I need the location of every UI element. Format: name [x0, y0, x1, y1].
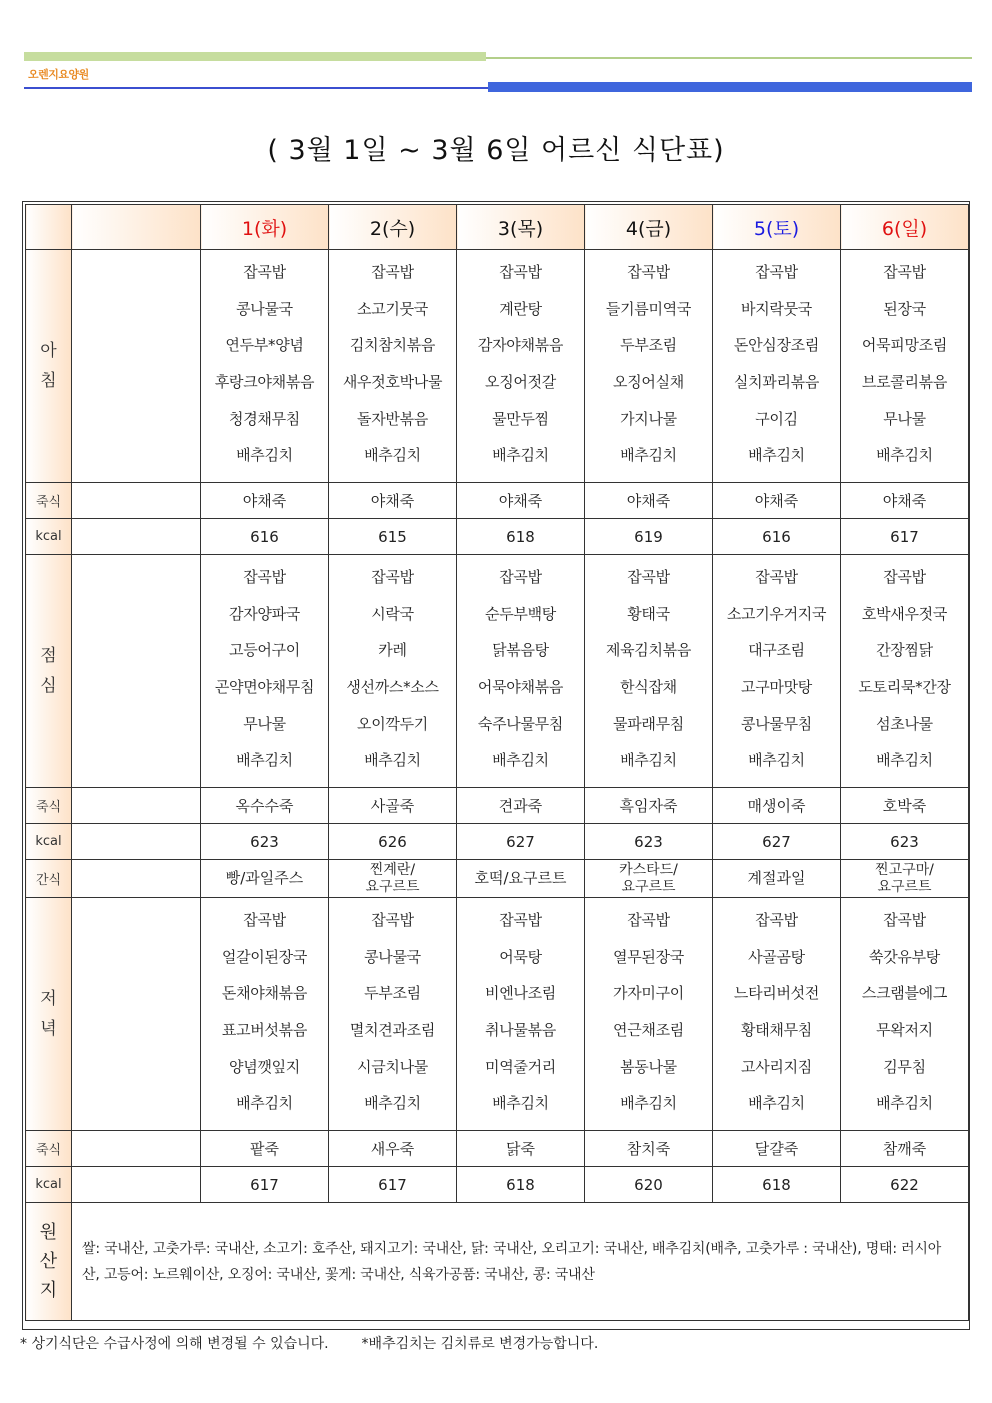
dish-item: 잡곡밥	[883, 263, 926, 281]
porridge-cell: 야채죽	[457, 483, 585, 519]
dish-item: 무왁저지	[876, 1021, 933, 1040]
kcal-cell: 623	[201, 824, 329, 860]
dish-item: 김치참치볶음	[349, 336, 436, 355]
kcal-cell: 618	[457, 1167, 585, 1203]
dinner-kcal-row	[26, 1167, 969, 1203]
porridge-cell: 달걀죽	[713, 1131, 841, 1167]
kcal-cell: 617	[329, 1167, 457, 1203]
header-row	[26, 205, 969, 250]
dish-item: 실치꽈리볶음	[733, 373, 820, 392]
dish-item: 후랑크야채볶음	[214, 373, 315, 392]
dish-item: 배추김치	[364, 1094, 421, 1113]
day-header: 2(수)	[329, 205, 457, 250]
dish-item: 배추김치	[492, 1094, 549, 1113]
dish-item: 시락국	[371, 604, 414, 623]
dish-item: 소고기뭇국	[357, 299, 428, 318]
kcal-label: kcal	[26, 824, 72, 860]
snack-cell	[841, 860, 969, 898]
footnote-note-1: * 상기식단은 수급사정에 의해 변경될 수 있습니다.	[20, 1336, 329, 1352]
dish-item: 호박새우젓국	[861, 604, 948, 623]
dish-item: 배추김치	[620, 1094, 677, 1113]
breakfast-porridge-row	[26, 483, 969, 519]
dish-item: 비엔나조림	[485, 984, 556, 1003]
day-header: 5(토)	[713, 205, 841, 250]
dish-item: 배추김치	[492, 446, 549, 465]
kcal-cell: 615	[329, 519, 457, 555]
dish-item: 시금치나물	[357, 1057, 428, 1076]
dish-item: 닭볶음탕	[492, 641, 549, 660]
dish-item: 황태국	[627, 604, 670, 623]
dish-item: 고구마맛탕	[741, 678, 812, 697]
dish-item: 열무된장국	[613, 947, 684, 966]
snack-line: 빵/과일주스	[225, 869, 304, 887]
dish-item: 감자야채볶음	[477, 336, 564, 355]
kcal-cell: 617	[201, 1167, 329, 1203]
dish-item: 잡곡밥	[755, 911, 798, 929]
porridge-cell: 팥죽	[201, 1131, 329, 1167]
lunch-kcal-row	[26, 824, 969, 860]
blank-cell	[72, 519, 201, 555]
dish-item: 곤약면야채무침	[214, 678, 315, 697]
breakfast-menu	[713, 250, 841, 483]
dish-item: 잡곡밥	[371, 263, 414, 281]
blank-cell	[72, 555, 201, 788]
dish-item: 연근채조림	[613, 1021, 684, 1040]
dish-item: 숙주나물무침	[477, 714, 564, 733]
kcal-cell: 620	[585, 1167, 713, 1203]
dinner-menu	[201, 898, 329, 1131]
breakfast-menu	[329, 250, 457, 483]
dish-item: 사골곰탕	[748, 947, 805, 966]
dish-item: 물만두찜	[492, 409, 549, 428]
dish-item: 생선까스*소스	[346, 678, 439, 697]
dish-item: 멸치견과조림	[349, 1021, 436, 1040]
dish-item: 잡곡밥	[499, 911, 542, 929]
dish-item: 잡곡밥	[371, 568, 414, 586]
breakfast-menu	[585, 250, 713, 483]
dish-item: 잡곡밥	[243, 568, 286, 586]
dish-item: 무나물	[243, 714, 286, 733]
snack-cell	[585, 860, 713, 898]
dish-item: 양념깻잎지	[229, 1057, 300, 1076]
lunch-label	[26, 555, 72, 788]
snack-cell	[457, 860, 585, 898]
origin-label	[26, 1203, 72, 1321]
lunch-menu	[329, 555, 457, 788]
porridge-cell: 야채죽	[841, 483, 969, 519]
dish-item: 어묵피망조림	[861, 336, 948, 355]
dish-item: 어묵야채볶음	[477, 678, 564, 697]
dish-item: 오징어젓갈	[485, 373, 556, 392]
header-band-green	[24, 52, 486, 61]
dish-item: 물파래무침	[613, 714, 684, 733]
dish-item: 배추김치	[748, 1094, 805, 1113]
snack-cell	[201, 860, 329, 898]
dish-item: 감자양파국	[229, 604, 300, 623]
dish-item: 구이김	[755, 409, 798, 428]
dish-item: 들기름미역국	[605, 299, 692, 318]
dish-item: 쑥갓유부탕	[869, 947, 940, 966]
dish-item: 미역줄거리	[485, 1057, 556, 1076]
breakfast-row	[26, 250, 969, 483]
dish-item: 두부조림	[620, 336, 677, 355]
page-title: ( 3월 1일 ~ 3월 6일 어르신 식단표)	[267, 135, 725, 166]
dish-item: 한식잡채	[620, 678, 677, 697]
snack-line: 찐고구마/	[875, 861, 934, 878]
porridge-cell: 옥수수죽	[201, 788, 329, 824]
lunch-menu	[457, 555, 585, 788]
dish-item: 황태채무침	[741, 1021, 812, 1040]
dish-item: 배추김치	[620, 446, 677, 465]
breakfast-label-char: 아	[40, 341, 57, 361]
dish-item: 잡곡밥	[627, 911, 670, 929]
dish-item: 잡곡밥	[883, 911, 926, 929]
porridge-cell: 야채죽	[713, 483, 841, 519]
dish-item: 연두부*양념	[225, 336, 304, 355]
blank-cell	[72, 1167, 201, 1203]
snack-line: 찐계란/	[369, 861, 416, 878]
day-header: 1(화)	[201, 205, 329, 250]
blank-cell	[72, 898, 201, 1131]
day-header: 4(금)	[585, 205, 713, 250]
dish-item: 브로콜리볶음	[861, 373, 948, 392]
origin-row	[26, 1203, 969, 1321]
dinner-menu	[329, 898, 457, 1131]
dish-item: 어묵탕	[499, 947, 542, 966]
dish-item: 잡곡밥	[243, 911, 286, 929]
breakfast-kcal-row	[26, 519, 969, 555]
org-name: 오렌지요양원	[28, 68, 89, 81]
dish-item: 배추김치	[748, 446, 805, 465]
kcal-cell: 626	[329, 824, 457, 860]
dinner-menu	[457, 898, 585, 1131]
porridge-cell: 참깨죽	[841, 1131, 969, 1167]
dish-item: 표고버섯볶음	[221, 1021, 308, 1040]
footnote	[20, 1333, 598, 1353]
dish-item: 소고기우거지국	[726, 604, 827, 623]
dish-item: 배추김치	[236, 751, 293, 770]
day-header: 3(목)	[457, 205, 585, 250]
dish-item: 배추김치	[364, 446, 421, 465]
kcal-cell: 623	[841, 824, 969, 860]
dish-item: 잡곡밥	[755, 263, 798, 281]
lunch-menu	[201, 555, 329, 788]
kcal-cell: 619	[585, 519, 713, 555]
kcal-label: kcal	[26, 519, 72, 555]
corner-cell-2	[72, 205, 201, 250]
porridge-label: 죽식	[26, 483, 72, 519]
origin-label-char: 원	[39, 1222, 58, 1243]
dish-item: 잡곡밥	[627, 263, 670, 281]
porridge-cell: 새우죽	[329, 1131, 457, 1167]
porridge-cell: 야채죽	[585, 483, 713, 519]
snack-line: 요구르트	[365, 878, 420, 895]
blank-cell	[72, 824, 201, 860]
kcal-cell: 627	[713, 824, 841, 860]
origin-label-char: 지	[39, 1280, 58, 1301]
porridge-cell: 사골죽	[329, 788, 457, 824]
snack-cell	[329, 860, 457, 898]
lunch-label-char: 심	[40, 676, 57, 696]
dish-item: 잡곡밥	[371, 911, 414, 929]
dish-item: 잡곡밥	[627, 568, 670, 586]
blank-cell	[72, 250, 201, 483]
dish-item: 대구조림	[748, 641, 805, 660]
dish-item: 바지락뭇국	[741, 299, 812, 318]
blank-cell	[72, 1131, 201, 1167]
breakfast-label	[26, 250, 72, 483]
dish-item: 콩나물국	[364, 947, 421, 966]
dish-item: 도토리묵*간장	[858, 678, 951, 697]
dish-item: 봄동나물	[620, 1057, 677, 1076]
breakfast-menu	[841, 250, 969, 483]
dish-item: 섬초나물	[876, 714, 933, 733]
porridge-label: 죽식	[26, 1131, 72, 1167]
dish-item: 배추김치	[748, 751, 805, 770]
lunch-menu	[841, 555, 969, 788]
lunch-porridge-row	[26, 788, 969, 824]
dish-item: 돌자반볶음	[357, 409, 428, 428]
dish-item: 배추김치	[364, 751, 421, 770]
dish-item: 가지나물	[620, 409, 677, 428]
dish-item: 콩나물국	[236, 299, 293, 318]
dish-item: 돈채야채볶음	[221, 984, 308, 1003]
dish-item: 배추김치	[620, 751, 677, 770]
porridge-cell: 견과죽	[457, 788, 585, 824]
porridge-label: 죽식	[26, 788, 72, 824]
dish-item: 잡곡밥	[499, 263, 542, 281]
dish-item: 가자미구이	[613, 984, 684, 1003]
blank-cell	[72, 788, 201, 824]
dish-item: 얼갈이된장국	[221, 947, 308, 966]
snack-line: 카스타드/	[619, 861, 678, 878]
dish-item: 김무침	[883, 1057, 926, 1076]
dish-item: 오이깍두기	[357, 714, 428, 733]
dish-item: 된장국	[883, 299, 926, 318]
dish-item: 취나물볶음	[485, 1021, 556, 1040]
snack-row	[26, 860, 969, 898]
kcal-cell: 627	[457, 824, 585, 860]
lunch-label-char: 점	[40, 646, 57, 666]
blank-cell	[72, 860, 201, 898]
dish-item: 배추김치	[876, 1094, 933, 1113]
dish-item: 카레	[378, 641, 407, 660]
snack-label: 간식	[26, 860, 72, 898]
porridge-cell: 호박죽	[841, 788, 969, 824]
dish-item: 잡곡밥	[755, 568, 798, 586]
dish-item: 콩나물무침	[741, 714, 812, 733]
corner-cell	[26, 205, 72, 250]
header-line-blue	[24, 87, 488, 89]
header-line-green	[486, 57, 972, 59]
dinner-label-char: 녁	[40, 1019, 57, 1039]
snack-line: 호떡/요구르트	[474, 869, 567, 887]
dinner-label-char: 저	[40, 989, 57, 1009]
header-band-blue	[488, 82, 972, 92]
kcal-cell: 618	[713, 1167, 841, 1203]
breakfast-menu	[201, 250, 329, 483]
kcal-cell: 618	[457, 519, 585, 555]
origin-label-char: 산	[39, 1251, 58, 1272]
kcal-label: kcal	[26, 1167, 72, 1203]
dish-item: 오징어실채	[613, 373, 684, 392]
menu-table	[25, 204, 969, 1321]
dinner-menu	[841, 898, 969, 1131]
dish-item: 돈안심장조림	[733, 336, 820, 355]
snack-line: 요구르트	[621, 878, 676, 895]
kcal-cell: 616	[201, 519, 329, 555]
snack-line: 계절과일	[747, 869, 806, 887]
dinner-row	[26, 898, 969, 1131]
dish-item: 고등어구이	[229, 641, 300, 660]
kcal-cell: 616	[713, 519, 841, 555]
porridge-cell: 참치죽	[585, 1131, 713, 1167]
dish-item: 제육김치볶음	[605, 641, 692, 660]
dish-item: 스크램블에그	[861, 984, 948, 1003]
lunch-menu	[585, 555, 713, 788]
dish-item: 잡곡밥	[243, 263, 286, 281]
kcal-cell: 623	[585, 824, 713, 860]
dinner-menu	[713, 898, 841, 1131]
dinner-porridge-row	[26, 1131, 969, 1167]
dish-item: 두부조림	[364, 984, 421, 1003]
dish-item: 새우젓호박나물	[342, 373, 443, 392]
dish-item: 잡곡밥	[883, 568, 926, 586]
dinner-label	[26, 898, 72, 1131]
dish-item: 배추김치	[876, 751, 933, 770]
porridge-cell: 흑임자죽	[585, 788, 713, 824]
day-header: 6(일)	[841, 205, 969, 250]
dish-item: 계란탕	[499, 299, 542, 318]
breakfast-label-char: 침	[40, 371, 57, 391]
dish-item: 배추김치	[236, 446, 293, 465]
dish-item: 느타리버섯전	[733, 984, 820, 1003]
dish-item: 잡곡밥	[499, 568, 542, 586]
dish-item: 무나물	[883, 409, 926, 428]
dinner-menu	[585, 898, 713, 1131]
kcal-cell: 617	[841, 519, 969, 555]
porridge-cell: 매생이죽	[713, 788, 841, 824]
dish-item: 순두부백탕	[485, 604, 556, 623]
origin-text: 쌀: 국내산, 고춧가루: 국내산, 소고기: 호주산, 돼지고기: 국내산, 닭: 국내산, 오리고기: 국내산, 배추김치(배추, 고춧가루 : 국내산), 명태: 러시아산, 고등어: 노르웨이산, 오징어: 국내산, 꽃게: 국내산, 식육가공품: 국내산, 콩: 국내산	[72, 1203, 969, 1321]
breakfast-menu	[457, 250, 585, 483]
kcal-cell: 622	[841, 1167, 969, 1203]
blank-cell	[72, 483, 201, 519]
snack-cell	[713, 860, 841, 898]
dish-item: 고사리지짐	[741, 1057, 812, 1076]
snack-line: 요구르트	[877, 878, 932, 895]
dish-item: 배추김치	[876, 446, 933, 465]
lunch-menu	[713, 555, 841, 788]
dish-item: 간장찜닭	[876, 641, 933, 660]
dish-item: 배추김치	[236, 1094, 293, 1113]
footnote-note-2: *배추김치는 김치류로 변경가능합니다.	[361, 1336, 599, 1352]
dish-item: 청경채무침	[229, 409, 300, 428]
porridge-cell: 야채죽	[329, 483, 457, 519]
porridge-cell: 야채죽	[201, 483, 329, 519]
dish-item: 배추김치	[492, 751, 549, 770]
lunch-row	[26, 555, 969, 788]
porridge-cell: 닭죽	[457, 1131, 585, 1167]
